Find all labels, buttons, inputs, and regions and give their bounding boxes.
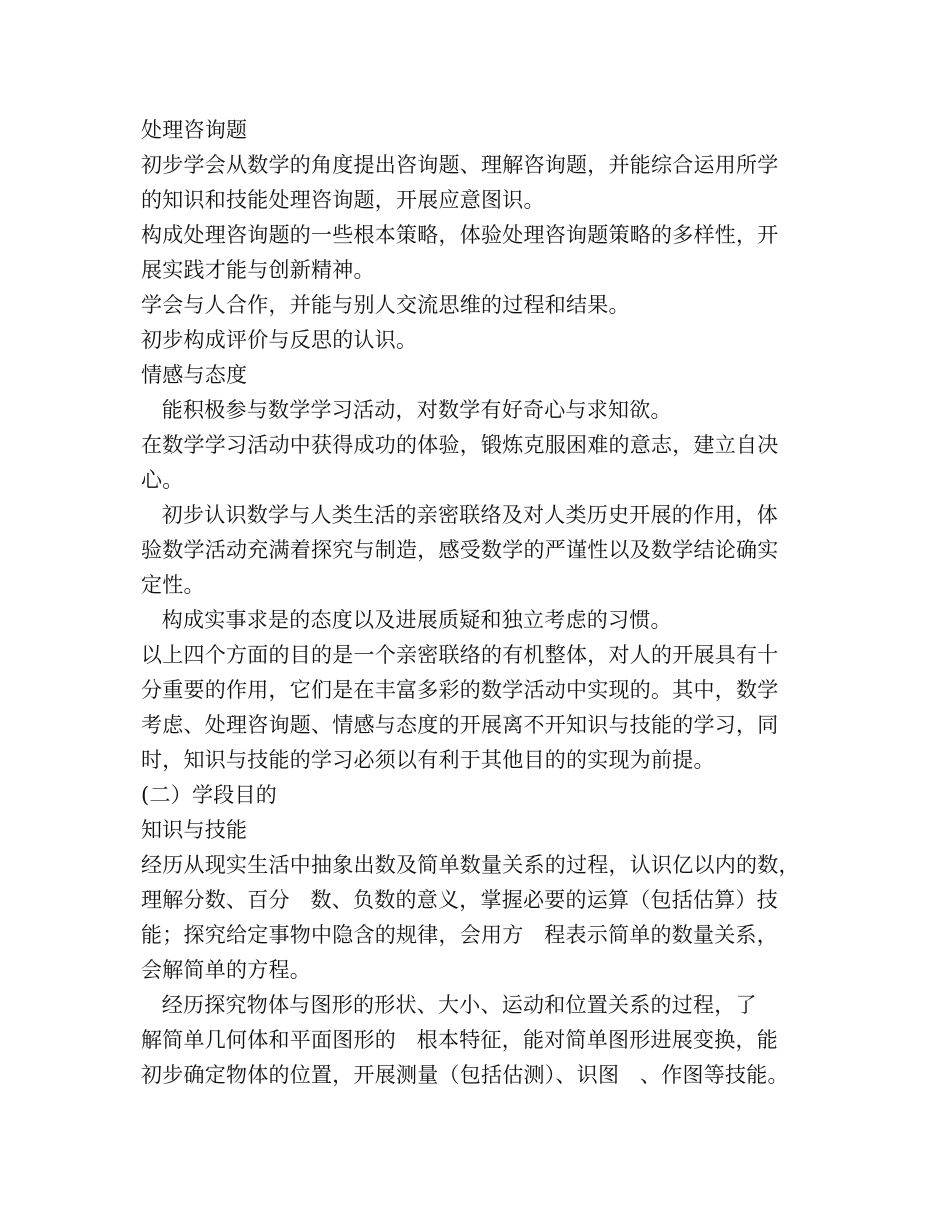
- text-line: 考虑、处理咨询题、情感与态度的开展离不开知识与技能的学习，同: [141, 713, 779, 737]
- text-line: 处理咨询题: [141, 118, 248, 142]
- text-line: 初步认识数学与人类生活的亲密联络及对人类历史开展的作用，体: [141, 503, 779, 527]
- text-line: 学会与人合作，并能与别人交流思维的过程和结果。: [141, 293, 630, 317]
- text-line: 验数学活动充满着探究与制造，感受数学的严谨性以及数学结论确实: [141, 538, 779, 562]
- text-line: 解简单几何体和平面图形的 根本特征，能对简单图形进展变换，能: [141, 1028, 779, 1052]
- text-line: 在数学学习活动中获得成功的体验，锻炼克服困难的意志，建立自决: [141, 433, 779, 457]
- text-line: 经历探究物体与图形的形状、大小、运动和位置关系的过程，了: [141, 993, 757, 1017]
- text-line: 能积极参与数学学习活动，对数学有好奇心与求知欲。: [141, 398, 672, 422]
- text-line: 经历从现实生活中抽象出数及简单数量关系的过程，认识亿以内的数，: [141, 853, 800, 877]
- text-line: 会解简单的方程。: [141, 958, 311, 982]
- text-line: 初步确定物体的位置，开展测量（包括估测）、识图 、作图等技能。: [141, 1063, 789, 1087]
- text-line: 构成处理咨询题的一些根本策略，体验处理咨询题策略的多样性，开: [141, 223, 779, 247]
- text-line: 分重要的作用，它们是在丰富多彩的数学活动中实现的。其中，数学: [141, 678, 779, 702]
- text-line: 理解分数、百分 数、负数的意义，掌握必要的运算（包括估算）技: [141, 888, 779, 912]
- text-line: 定性。: [141, 573, 205, 597]
- text-line: 时，知识与技能的学习必须以有利于其他目的的实现为前提。: [141, 748, 715, 772]
- section-heading: (二）学段目的: [141, 783, 277, 807]
- text-line: 展实践才能与创新精神。: [141, 258, 375, 282]
- text-line: 以上四个方面的目的是一个亲密联络的有机整体，对人的开展具有十: [141, 643, 779, 667]
- text-line: 初步学会从数学的角度提出咨询题、理解咨询题，并能综合运用所学: [141, 153, 779, 177]
- text-line: 能；探究给定事物中隐含的规律，会用方 程表示简单的数量关系，: [141, 923, 779, 947]
- text-line: 初步构成评价与反思的认识。: [141, 328, 418, 352]
- section-heading: 情感与态度: [141, 363, 248, 387]
- text-line: 构成实事求是的态度以及进展质疑和独立考虑的习惯。: [141, 608, 672, 632]
- section-heading: 知识与技能: [141, 818, 248, 842]
- text-line: 心。: [141, 468, 184, 492]
- text-line: 的知识和技能处理咨询题，开展应意图识。: [141, 188, 545, 212]
